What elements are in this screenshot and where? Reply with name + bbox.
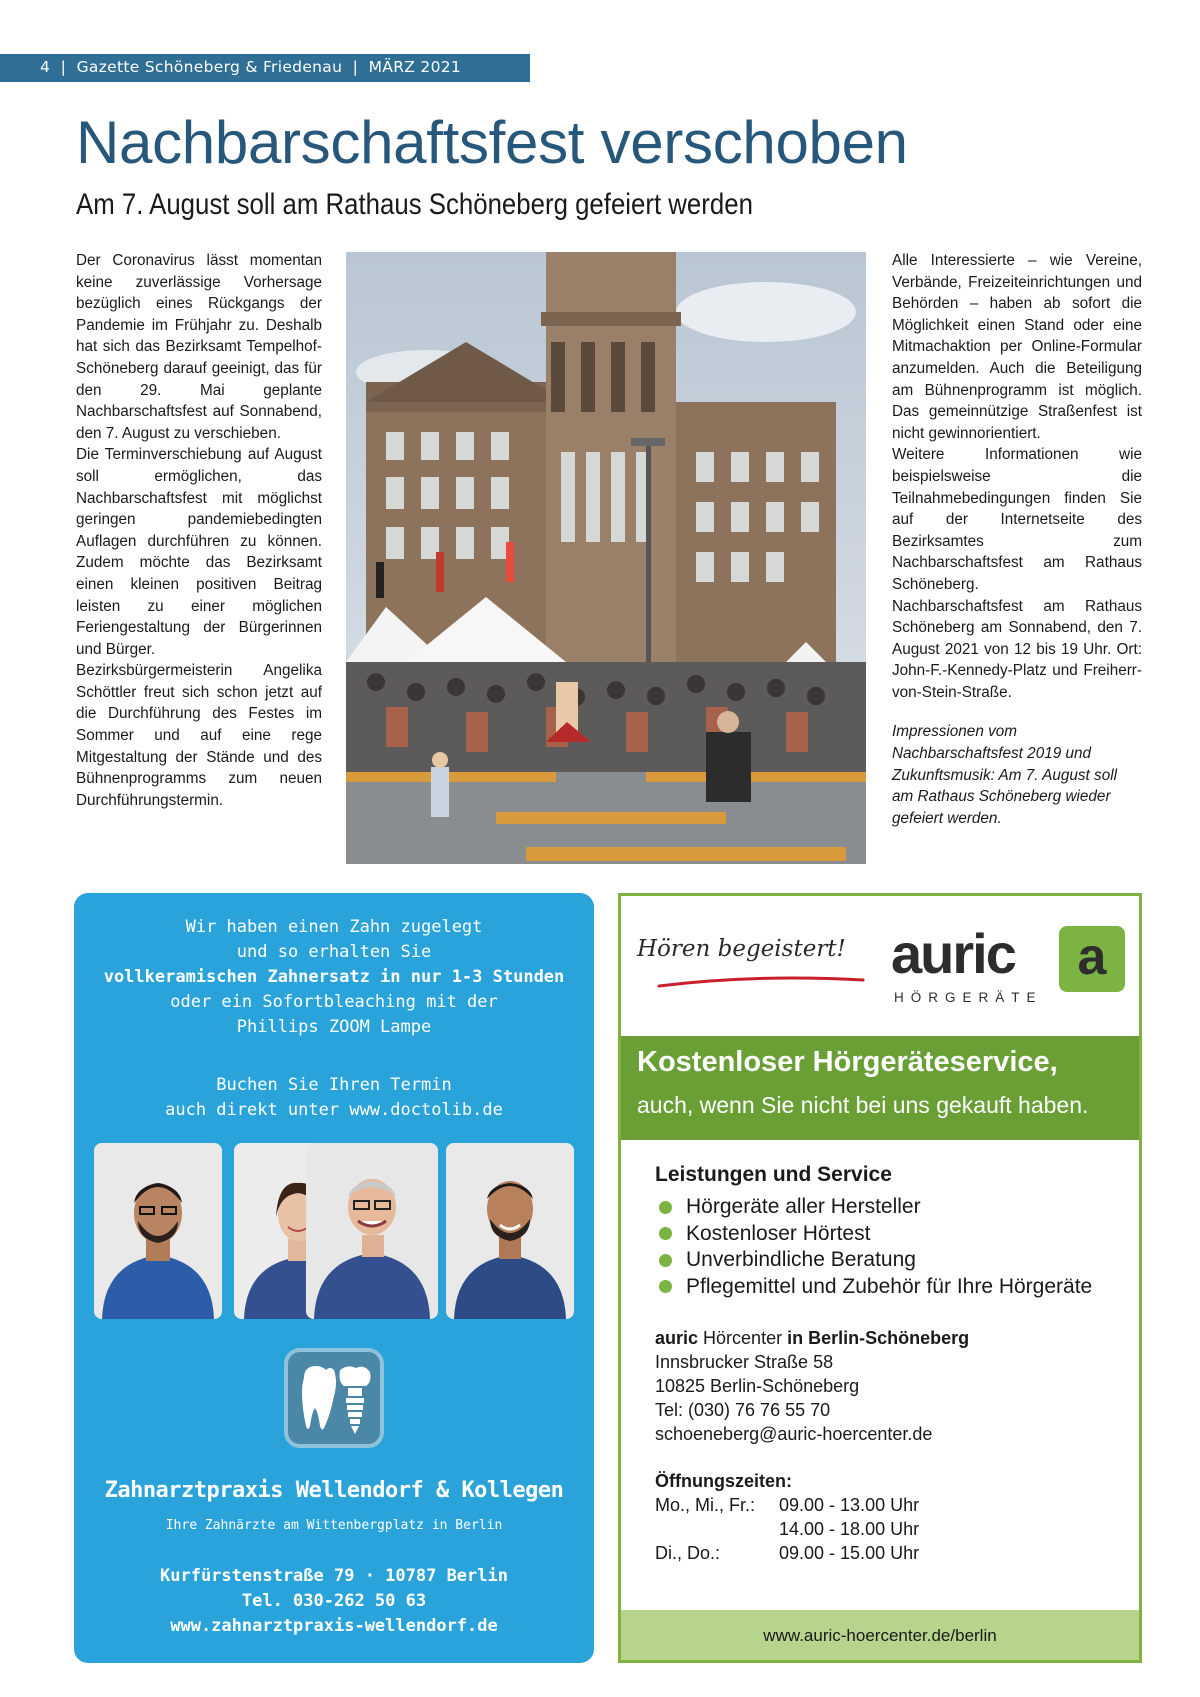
article-left-column <box>76 250 322 811</box>
auric-logo-subtitle: HÖRGERÄTE <box>894 990 1043 1005</box>
auric-city: 10825 Berlin-Schöneberg <box>655 1376 860 1396</box>
dentist-photo <box>306 1143 438 1319</box>
auric-contact <box>655 1326 969 1446</box>
dental-offer-line: und so erhalten Sie <box>236 942 432 962</box>
table-row <box>655 1517 919 1541</box>
dental-offer-line: Phillips ZOOM Lampe <box>236 1017 432 1037</box>
event-photo <box>346 252 866 864</box>
rathaus-illustration <box>346 252 866 864</box>
service-label: Hörgeräte aller Hersteller <box>686 1195 921 1218</box>
bullet-icon <box>659 1227 672 1240</box>
auric-opening-hours <box>655 1469 919 1565</box>
dental-booking <box>74 1073 594 1123</box>
dental-practice-name: Zahnarztpraxis Wellendorf & Kollegen <box>104 1478 564 1503</box>
article-paragraph: Alle Interessierte – wie Vereine, Verbände, Freizeiteinrichtungen und Behörden – haben ab sofort die Möglichkeit einen Stand oder eine Mitmachaktion per Online-Formular anzumelden. Auch die Beteiligung am Bühnenprogramm ist möglich. Das gemeinnützige Straßenfest ist nicht gewinnorientiert. <box>892 252 1142 442</box>
tooth-icon <box>288 1352 380 1444</box>
dental-offer-line: Wir haben einen Zahn zugelegt <box>185 917 483 937</box>
service-label: Kostenloser Hörtest <box>686 1221 871 1245</box>
article-paragraph: Nachbarschaftsfest am Rathaus Schöneberg am Sonnabend, den 7. August 2021 von 12 bis 19 Uhr. Ort: John-F.-Kennedy-Platz und Freiherr-von-Stein-Straße. <box>892 597 1142 701</box>
slogan-underline-icon <box>657 972 867 990</box>
article-paragraph: Bezirksbürgermeisterin Angelika Schöttler freut sich schon jetzt auf die Durchführung des Festes im Sommer und auf eine rege Mitgestaltung der Stände und des Bühnenprogramms zum neuen Durchführungstermin. <box>76 662 322 809</box>
article-paragraph: Der Coronavirus lässt momentan keine zuverlässige Vorhersage bezüglich eines Rückgangs der Pandemie im Frühjahr zu. Deshalb hat sich das Bezirksamt Tempelhof-Schöneberg darauf geeinigt, das für den 29. Mai geplante Nachbarschaftsfest auf Sonnabend, den 7. August zu verschieben. <box>76 252 322 442</box>
dentist-portrait <box>94 1143 222 1319</box>
dentist-portrait <box>446 1143 574 1319</box>
auric-slogan: Hören begeistert! <box>637 936 846 962</box>
auric-services-title: Leistungen und Service <box>655 1163 892 1186</box>
auric-phone[interactable]: Tel: (030) 76 76 55 70 <box>655 1400 831 1420</box>
dental-tagline: Ihre Zahnärzte am Wittenbergplatz in Berlin <box>165 1518 503 1533</box>
auric-header <box>621 896 1139 1036</box>
tooth-implant-icon <box>284 1348 384 1448</box>
hours-days: Mo., Mi., Fr.: <box>655 1495 756 1515</box>
table-row <box>655 1541 919 1565</box>
dental-website[interactable]: www.zahnarztpraxis-wellendorf.de <box>170 1616 498 1636</box>
auric-banner-subtitle: auch, wenn Sie nicht bei uns gekauft haben. <box>637 1092 1089 1118</box>
list-item <box>655 1247 1092 1274</box>
list-item <box>655 1221 1092 1248</box>
page-label: 4 | Gazette Schöneberg & Friedenau | MÄRZ 2021 <box>40 58 462 76</box>
auric-email[interactable]: schoeneberg@auric-hoercenter.de <box>655 1424 933 1444</box>
dentist-photo <box>94 1143 222 1319</box>
auric-contact-location: in Berlin-Schöneberg <box>787 1328 970 1348</box>
dental-offer-highlight: vollkeramischen Zahnersatz in nur 1-3 Stunden <box>103 967 565 987</box>
auric-logo-badge <box>1059 926 1125 992</box>
dental-phone[interactable]: Tel. 030-262 50 63 <box>241 1591 427 1611</box>
dental-booking-line: Buchen Sie Ihren Termin <box>216 1075 452 1095</box>
article-headline: Nachbarschaftsfest verschoben <box>76 109 908 176</box>
service-label: Unverbindliche Beratung <box>686 1248 916 1271</box>
article-paragraph: Weitere Informationen wie beispielsweise die Teilnahmebedingungen finden Sie auf der Internetseite des Bezirksamtes zum Nachbarschaftsfest am Rathaus Schöneberg. <box>892 446 1142 593</box>
auric-logo: auric <box>891 922 1015 985</box>
dental-booking-link[interactable]: auch direkt unter www.doctolib.de <box>165 1100 503 1120</box>
hours-title: Öffnungszeiten: <box>655 1471 792 1491</box>
bullet-icon <box>659 1254 672 1267</box>
article-paragraph: Die Terminverschiebung auf August soll ermöglichen, das Nachbarschaftsfest mit möglichst geringen pandemiebedingten Auflagen durchführen zu können. Zudem möchte das Bezirksamt einen kleinen positiven Beitrag leisten zu einer möglichen Feriengestaltung der Bürgerinnen und Bürger. <box>76 446 322 658</box>
service-label: Pflegemittel und Zubehör für Ihre Hörgeräte <box>686 1274 1093 1298</box>
dental-offer-line: oder ein Sofortbleaching mit der <box>170 992 498 1012</box>
hours-time: 09.00 - 13.00 Uhr <box>779 1495 920 1515</box>
auric-services-list <box>655 1194 1092 1300</box>
auric-website[interactable]: www.auric-hoercenter.de/berlin <box>763 1626 997 1645</box>
auric-center-line <box>655 1326 969 1350</box>
dental-advertisement <box>74 893 594 1663</box>
dental-address: Kurfürstenstraße 79 · 10787 Berlin <box>160 1566 508 1586</box>
page-header <box>0 0 530 85</box>
hours-time: 14.00 - 18.00 Uhr <box>779 1519 920 1539</box>
hours-table <box>655 1493 919 1565</box>
article-subheadline: Am 7. August soll am Rathaus Schöneberg gefeiert werden <box>76 188 753 221</box>
table-row <box>655 1493 919 1517</box>
auric-advertisement <box>618 893 1142 1663</box>
bullet-icon <box>659 1280 672 1293</box>
list-item <box>655 1274 1092 1301</box>
hours-days: Di., Do.: <box>655 1543 721 1563</box>
hours-time: 09.00 - 15.00 Uhr <box>779 1543 920 1563</box>
auric-contact-center: Hörcenter <box>703 1328 783 1348</box>
photo-caption: Impressionen vom Nachbarschaftsfest 2019 und Zukunftsmusik: Am 7. August soll am Rathaus Schöneberg wieder gefeiert werden. <box>892 723 1118 827</box>
dentist-photo <box>446 1143 574 1319</box>
hours-days <box>655 1517 779 1541</box>
dental-offer <box>74 915 594 1040</box>
dentist-portrait <box>306 1143 438 1319</box>
bullet-icon <box>659 1201 672 1214</box>
auric-badge-letter: a <box>1077 928 1107 986</box>
article-right-column <box>892 250 1142 829</box>
list-item <box>655 1194 1092 1221</box>
auric-street: Innsbrucker Straße 58 <box>655 1352 834 1372</box>
auric-contact-brand: auric <box>655 1328 699 1348</box>
dental-contact <box>74 1564 594 1639</box>
auric-banner-title: Kostenloser Hörgeräteservice, <box>637 1046 1058 1078</box>
